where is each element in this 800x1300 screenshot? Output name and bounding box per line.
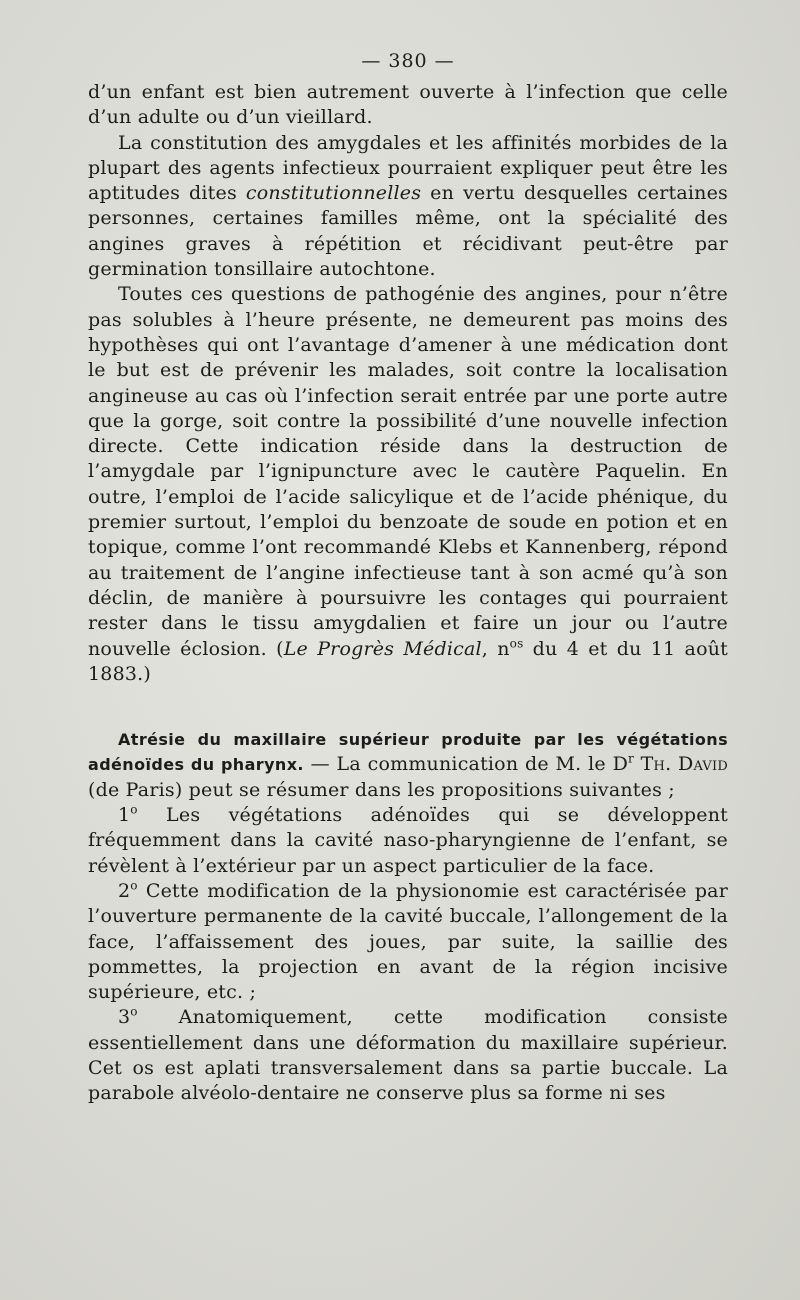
author-name: Th. David [633,753,728,776]
item-number: 3 [118,1006,131,1029]
paragraph-text: Toutes ces questions de pathogénie des angines, pour n’être pas solubles à l’heure présente, ne demeurent pas moins des hypothèses qui ont l’avantage d’amener à une médication dont le but est de prévenir les malades, soit contre la localisation angineuse au cas où l’infection serait entrée par une porte autre que la gorge, soit contre la possibilité d’une nouvelle infection directe. Cette indication réside dans la destruction de l’amygdale par l’ignipuncture avec le cautère Paquelin. En outre, l’emploi de l’acide salicylique et de l’acide phénique, du premier surtout, l’emploi du benzoate de soude en potion et en topique, comme l’ont recommandé Klebs et Kannenberg, répond au traitement de l’angine infectieuse tant à son acmé qu’à son déclin, de manière à poursuivre les contages qui pourraient rester dans le tissu amygdalien et faire un jour ou l’autre nouvelle éclosion. ( [88,283,728,660]
italic-term: constitutionnelles [245,182,422,205]
section-heading: Atrésie du maxillaire supérieur produite par les végétations adénoïdes du pharynx. [88,730,728,775]
item-text: Les végétations adénoïdes qui se développent fréquemment dans la cavité naso-pharyngienne de l’enfant, se révèlent à l’extérieur par un aspect particulier de la face. [88,804,728,877]
paragraph-continuation [88,80,728,131]
paragraph-text: d’un enfant est bien autrement ouverte à l’infection que celle d’un adulte ou d’un vieillard. [88,81,728,129]
paragraph-text: La constitution des amygdales et les affinités morbides de la plupart des agents infectieux pourraient expliquer peut être les aptitudes dites [88,131,728,205]
superscript: o [130,802,138,817]
journal-citation: Le Progrès Médical [283,637,482,660]
list-item [88,879,728,1005]
section-atresie [88,727,728,803]
section-lead-text: (de Paris) peut se résumer dans les propositions suivantes ; [88,778,675,801]
paragraph-text: , n [481,637,510,660]
list-item [88,803,728,879]
section-lead-text: — La communication de M. le D [303,753,629,776]
item-number: 1 [118,804,131,827]
list-item [88,1005,728,1106]
superscript: os [509,636,524,651]
page-number: — 380 — [361,50,455,72]
paragraph-constitution [88,131,728,283]
item-text: Anatomiquement, cette modification consiste essentiellement dans une déformation du maxillaire supérieur. Cet os est aplati transversalement dans sa partie buccale. La parabole alvéolo-dentaire ne conserve plus sa forme ni ses [88,1006,728,1105]
book-page [88,48,728,1278]
section-spacer [88,687,728,727]
item-text: Cette modification de la physionomie est caractérisée par l’ouverture permanente de la cavité buccale, l’allongement de la face, l’affaissement des joues, par suite, la saillie des pommettes, la projection en avant de la région incisive supérieure, etc. ; [88,879,728,1004]
superscript: o [130,1005,138,1020]
superscript: r [628,752,634,767]
item-number: 2 [118,879,131,902]
paragraph-pathogenie [88,282,728,687]
paragraph-text: en vertu desquelles certaines personnes, certaines familles même, ont la spécialité des angines graves à répétition et récidivant peut-être par germination tonsillaire autochtone. [88,182,728,281]
paragraph-text: du 4 et du 11 août 1883.) [88,637,728,685]
superscript: o [130,878,138,893]
